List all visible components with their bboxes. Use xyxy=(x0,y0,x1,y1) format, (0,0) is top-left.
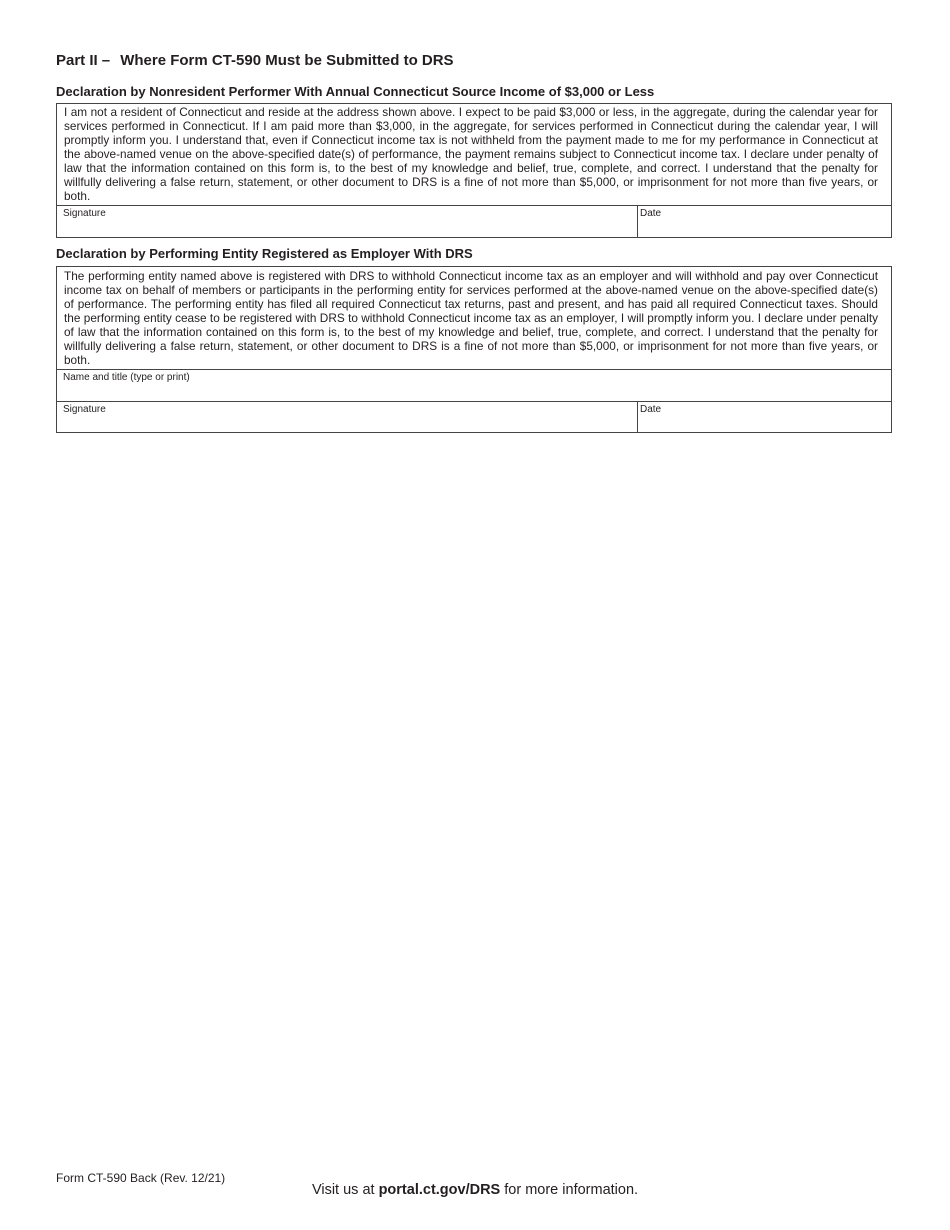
nonresident-date-label: Date xyxy=(640,208,662,219)
part-dash: – xyxy=(101,52,111,69)
employer-date-field[interactable] xyxy=(638,402,891,432)
employer-signature-label: Signature xyxy=(63,404,106,415)
nonresident-declaration-text: I am not a resident of Connecticut and reside at the address shown above. I expect to be paid $3,000 or less, in the aggregate, during the calendar year for services performed in Connecticut. If I am paid more than $3,000, in the aggregate, for services performed in Connecticut during the calendar year, I will promptly inform you. I understand that, even if Connecticut income tax is not withheld from the payment made to me for my performance in Connecticut at the above-named venue on the above-specified date(s) of performance, the payment remains subject to Connecticut income tax. I declare under penalty of law that the information contained on this form is, to the best of my knowledge and belief, true, complete, and correct. I understand that the penalty for willfully delivering a false return, statement, or other document to DRS is a fine of not more than $5,000, or imprisonment for not more than five years, or both. xyxy=(57,104,891,206)
employer-heading: Declaration by Performing Entity Registered as Employer With DRS xyxy=(56,246,473,261)
employer-name-title-row xyxy=(57,370,891,401)
employer-signature-row xyxy=(57,401,891,432)
nonresident-signature-field[interactable] xyxy=(57,206,638,237)
employer-signature-field[interactable] xyxy=(57,402,638,432)
nonresident-declaration-box xyxy=(56,103,892,238)
employer-date-label: Date xyxy=(640,404,662,415)
nonresident-date-field[interactable] xyxy=(638,206,891,237)
part-heading: Where Form CT-590 Must be Submitted to DRS xyxy=(120,52,454,69)
footer-visit-prefix: Visit us at xyxy=(311,1182,375,1198)
footer-visit-suffix: for more information. xyxy=(504,1182,639,1198)
form-revision-id: Form CT-590 Back (Rev. 12/21) xyxy=(56,1171,226,1185)
footer-visit-text xyxy=(0,1182,950,1198)
employer-name-title-label: Name and title (type or print) xyxy=(63,372,190,383)
employer-declaration-box xyxy=(56,266,892,433)
part-label: Part II xyxy=(56,52,98,69)
nonresident-signature-row xyxy=(57,206,891,237)
footer-visit-link[interactable]: portal.ct.gov/DRS xyxy=(378,1182,501,1198)
part-title xyxy=(56,52,454,69)
employer-name-title-field[interactable] xyxy=(57,370,891,401)
nonresident-signature-label: Signature xyxy=(63,208,106,219)
nonresident-heading: Declaration by Nonresident Performer With Annual Connecticut Source Income of $3,000 or Less xyxy=(56,84,655,99)
employer-declaration-text: The performing entity named above is registered with DRS to withhold Connecticut income tax as an employer and will withhold and pay over Connecticut income tax on behalf of members or participants in the performing entity for services performed at the above-named venue on the above-specified date(s) of performance. The performing entity has filed all required Connecticut tax returns, past and present, and has paid all required Connecticut taxes. Should the performing entity cease to be registered with DRS to withhold Connecticut income tax as an employer, I will promptly inform you. I declare under penalty of law that the information contained on this form is, to the best of my knowledge and belief, true, complete, and correct. I understand that the penalty for willfully delivering a false return, statement, or other document to DRS is a fine of not more than $5,000, or imprisonment for not more than five years, or both. xyxy=(57,267,891,370)
